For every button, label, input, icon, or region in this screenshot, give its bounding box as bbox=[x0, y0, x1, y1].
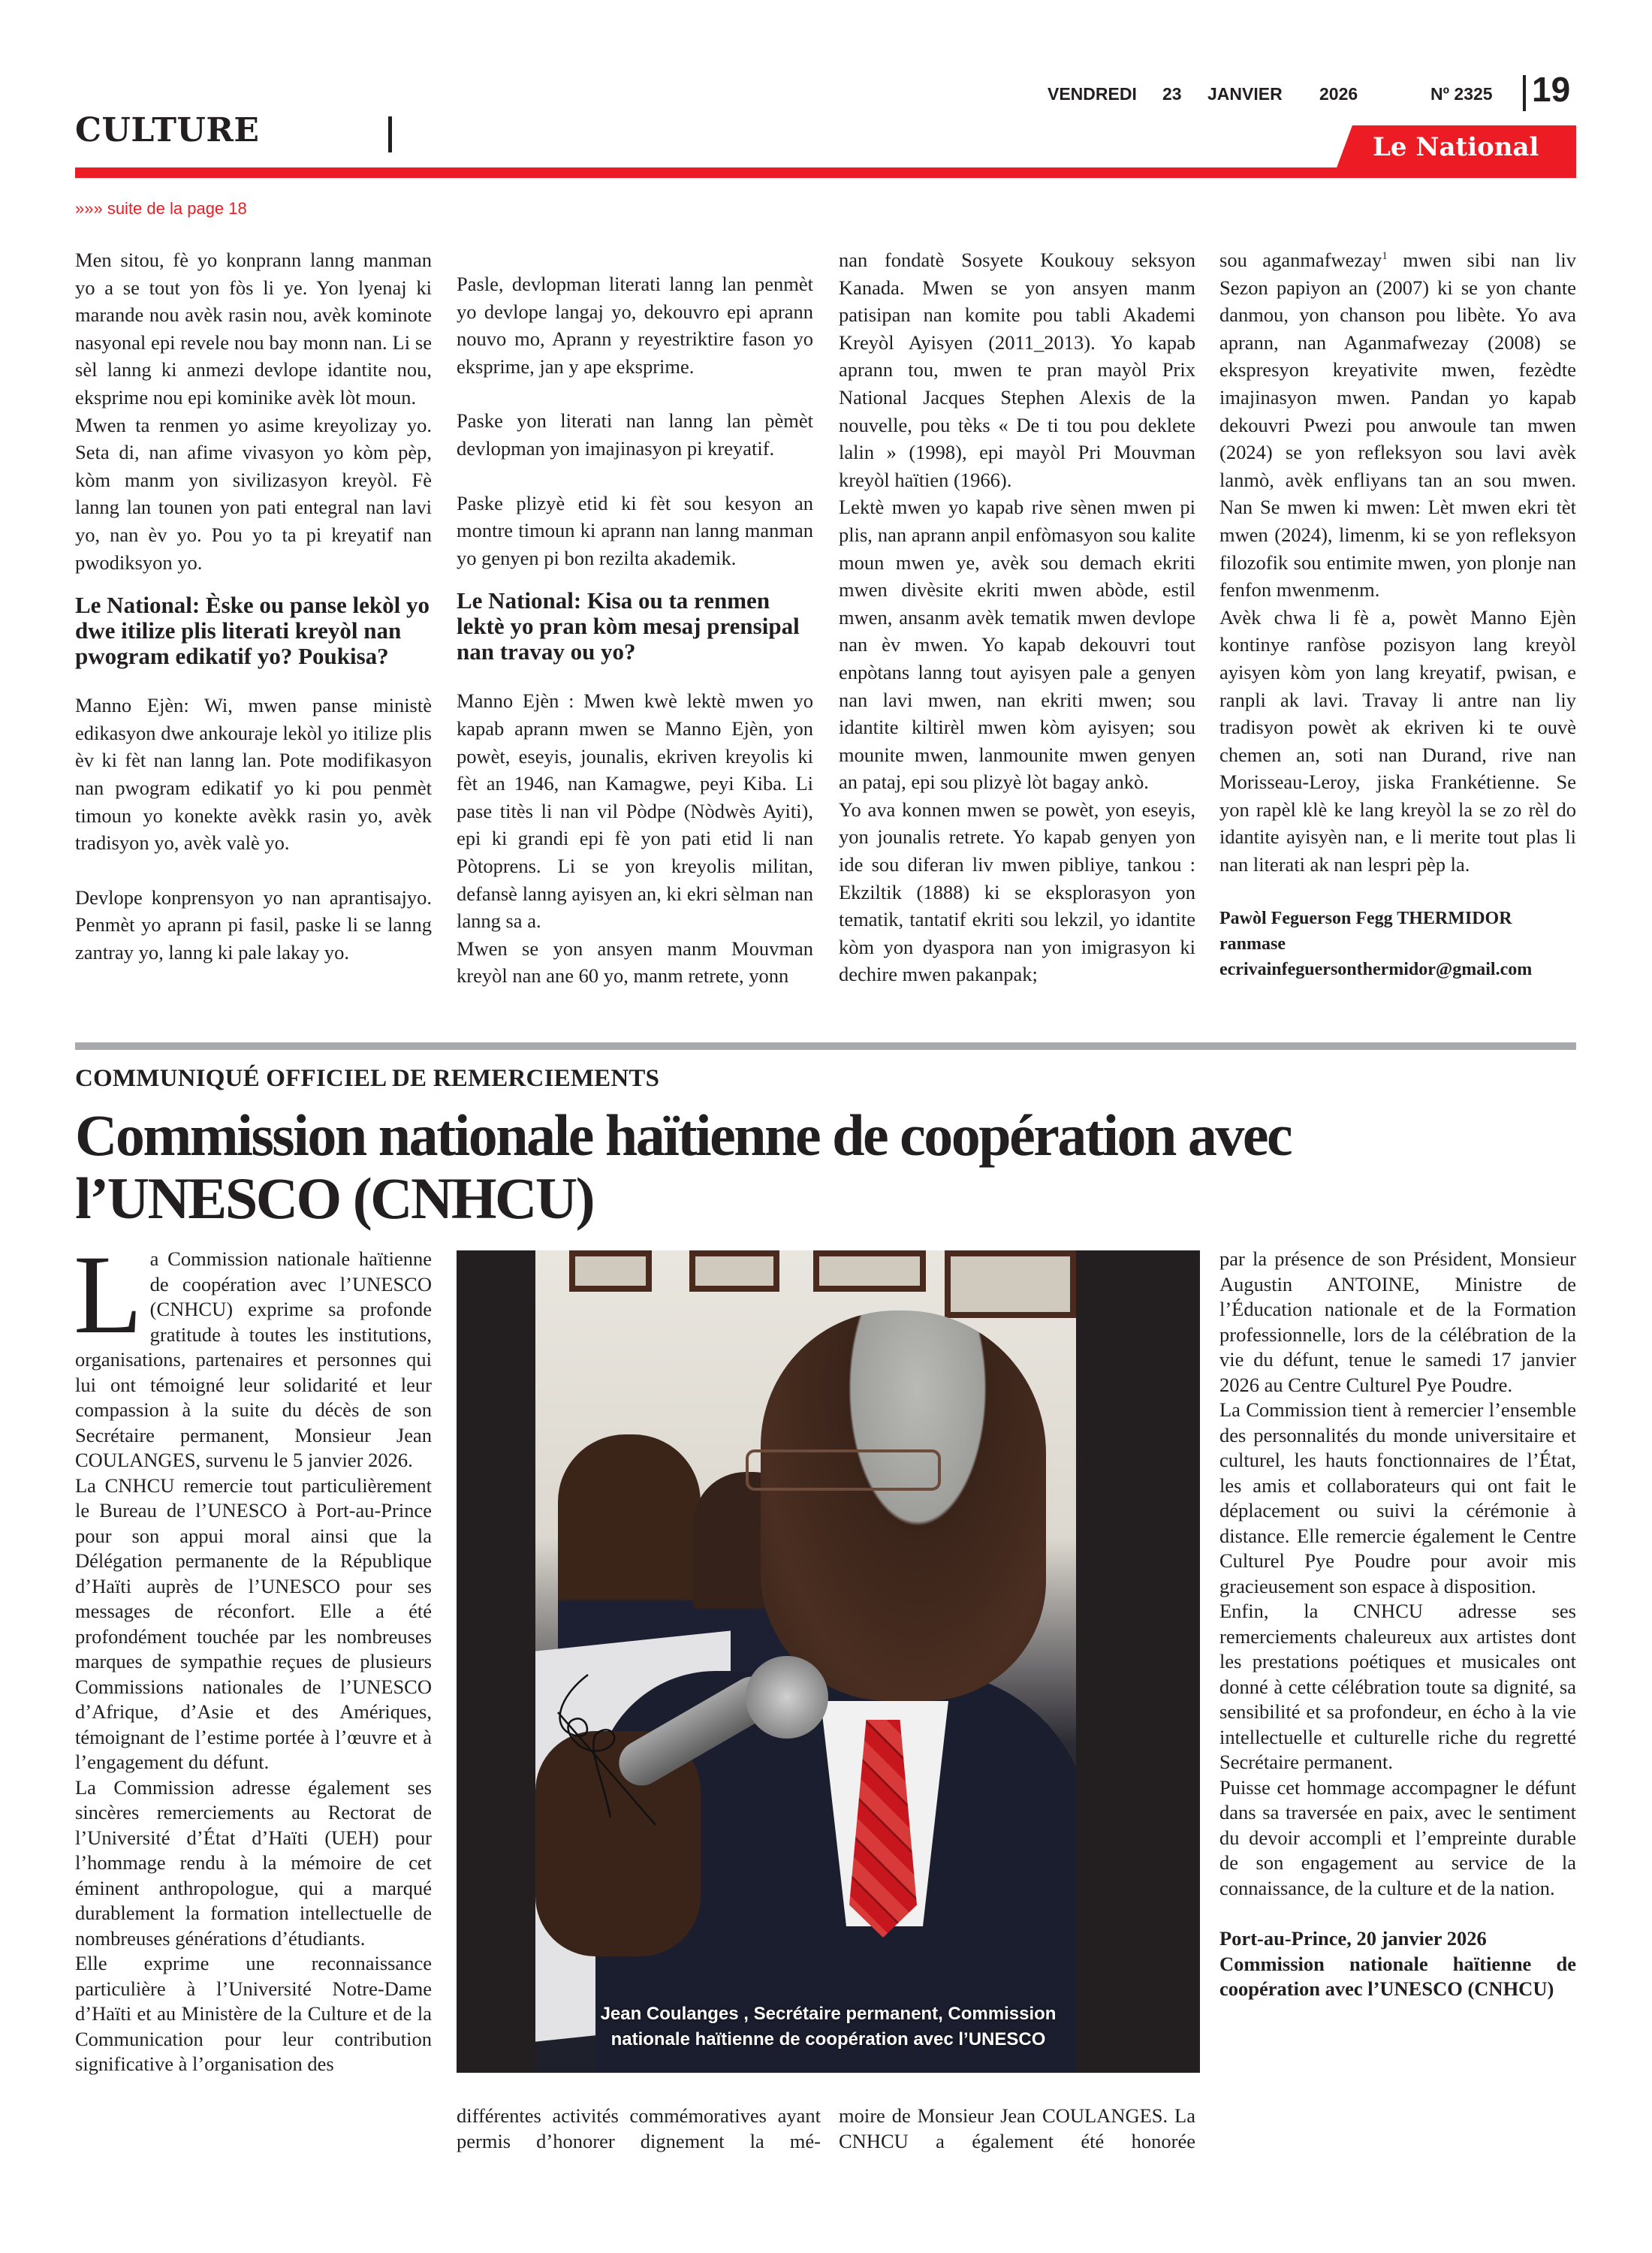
paragraph: Men sitou, fè yo konprann lanng manman yo a se tout yon fòs li ye. Yon lyenaj ki marande nou avèk rasin nou, avèk kominote nasyonal epi revele nou bay monn nan. Li se sèl lanng ki anmezi devlope idantite nou, eksprime nou epi kominike avèk lòt moun. bbox=[75, 249, 432, 409]
paragraph: Devlope konprensyon yo nan aprantisajyo. Penmèt yo aprann pi fasil, paske li se lanng zantray yo, lanng ki pale lakay yo. bbox=[75, 885, 432, 964]
paragraph: Puisse cet hommage accompagner le défunt dans sa traversée en paix, avec le sentiment du devoir accompli et l’empreinte durable de son engagement au service de la connaissance, de la culture et de la nation. bbox=[1219, 1775, 1576, 1899]
footnote-marker: 1 bbox=[1382, 250, 1388, 263]
paragraph: Paske plizyè etid ki fèt sou kesyon an montre timoun ki aprann nan lanng manman yo genyen pi bon rezilta akademik. bbox=[457, 491, 813, 569]
communique-continuation-2: moire de Monsieur Jean COULANGES. La CNHCU a également été honorée bbox=[839, 2104, 1195, 2152]
paragraph: Avèk chwa li fè a, powèt Manno Ejèn kontinye ranfòse pozisyon lang kreyòl ayisyen kòm yon lang kreyatif, pwisan, e ranpli ak lavi. Travay li antre nan liy tradisyon powèt ak ekriven ki te ouvè chemen an, soti nan Durand, rive nan Morisseau-Leroy, jiska Frankétienne. Se yon rapèl klè ke lang kreyòl la se zo rèl do idantite ayisyèn nan, e li merite tout plas li nan literati ak nan lespri pèp la. bbox=[1219, 605, 1576, 876]
communique-continuation-1: différentes activités commémoratives ayant permis d’honorer dignement la mé- bbox=[457, 2104, 821, 2152]
paragraph: Mwen se yon ansyen manm Mouvman kreyòl nan ane 60 yo, manm retrete, yonn bbox=[457, 936, 813, 988]
author-byline: Pawòl Feguerson Fegg THERMIDOR ranmase bbox=[1219, 908, 1512, 954]
article-kicker: COMMUNIQUÉ OFFICIEL DE REMERCIEMENTS bbox=[75, 1065, 660, 1092]
paragraph: Manno Ejèn: Wi, mwen panse ministè edikasyon dwe ankouraje lekòl yo itilize plis èv ki fèt nan lanng lan. Pote modifikasyon nan pwogram edikatif yo ki pou penmèt timoun yo konekte avèkk rasin yo, avèk tradisyon yo, avèk valè yo. bbox=[75, 694, 432, 855]
wall-frame bbox=[569, 1250, 652, 1292]
paragraph: La Commission tient à remercier l’ensemble des personnalités du monde universitaire et culturel, les hauts fonctionnaires de l’État, les amis et collaborateurs qui ont fait le déplacement ou suivi la cérémonie à distance. Elle remercie également le Centre Culturel Pye Poudre pour avoir mis gracieusement son espace à disposition. bbox=[1219, 1398, 1576, 1597]
signature-scribble bbox=[543, 1667, 678, 1832]
wall-frame bbox=[689, 1250, 779, 1292]
article1-column-3 bbox=[839, 246, 1195, 988]
paragraph: La CNHCU remercie tout particulièrement le Bureau de l’UNESCO à Port-au-Prince pour son appui moral ainsi que la Délégation permanente de la République d’Haïti auprès de l’UNESCO pour ses messages de réconfort. Elle a été profondément touchée par les nombreuses marques de sympathie reçues de plusieurs Commissions nationales de l’UNESCO d’Afrique, d’Asie et des Amériques, témoignant de l’estime portée à l’œuvre et à l’engagement du défunt. bbox=[75, 1473, 432, 1773]
caption-line: nationale haïtienne de coopération avec l’UNESCO bbox=[610, 2029, 1046, 2049]
paragraph: Lektè mwen yo kapab rive sènen mwen pi plis, nan aprann anpil enfòmasyon sou kalite moun mwen ye, avèk sou demach ekriti mwen divèsite ekriti mwen abòde, estil mwen, ansanm avèk tematik mwen devlope nan èv mwen. Yo kapab dekouvri tout enpòtans lanng tout ayisyen pale a genyen nan lavi mwen, nan ekriti mwen; sou idantite kiltirèl mwen kòm ayisyen; sou mounite mwen, lanmounite mwen genyen an pataj, epi sou plizyè lòt bagay ankò. bbox=[839, 496, 1195, 794]
section-divider bbox=[388, 116, 392, 152]
portrait-photo bbox=[457, 1250, 1200, 2073]
paragraph: Pasle, devlopman literati lanng lan penmèt yo devlope langaj yo, dekouvro epi aprann nouvo mo, Aprann y reyestriktire fason yo eksprime, jan y ape eksprime. bbox=[457, 273, 813, 378]
photo-caption bbox=[457, 2001, 1200, 2052]
header-red-rule bbox=[75, 167, 1352, 178]
section-title: CULTURE bbox=[75, 111, 260, 149]
paragraph: Mwen ta renmen yo asime kreyolizay yo. Seta di, nan afime vivasyon yo kòm pèp, kòm manm yon sivilizasyon kreyòl. Fè lanng lan tounen yon pati entegral nan lavi yo, nan èv yo. Pou yo ta pi kreyatif nan pwodiksyon yo. bbox=[75, 413, 432, 574]
paragraph: Paske yon literati nan lanng lan pèmèt devlopman yon imajinasyon pi kreyatif. bbox=[457, 409, 813, 460]
continued-from-link[interactable]: »»» suite de la page 18 bbox=[75, 199, 247, 218]
communique-column-4 bbox=[1219, 1247, 1576, 2002]
date-day-number: 23 bbox=[1162, 84, 1182, 104]
author-email[interactable]: ecrivainfeguersonthermidor@gmail.com bbox=[1219, 959, 1533, 979]
communique-column-1 bbox=[74, 1232, 432, 2077]
issue-number: Nº 2325 bbox=[1430, 84, 1493, 104]
paragraph bbox=[74, 1232, 432, 1473]
paragraph: Manno Ejèn : Mwen kwè lektè mwen yo kapab aprann mwen se Manno Ejèn, yon powèt, eseyis, jounalis, ekriven kreyolis ki fèt an 1946, nan Kamagwe, peyi Kiba. Li pase titès li nan vil Pòdpe (Nòdwès Ayiti), epi ki grandi epi fè yon pati etid li nan Pòtoprens. Li se yon kreyolis militan, defansè lanng ayisyen an, ki ekri sèlman nan lanng sa a. bbox=[457, 689, 813, 933]
article-headline: Commission nationale haïtienne de coopération avec l’UNESCO (CNHCU) bbox=[75, 1102, 1292, 1231]
eyeglasses bbox=[746, 1449, 941, 1491]
paragraph: La Commission adresse également ses sincères remerciements au Rectorat de l’Université d’État d’Haïti (UEH) pour l’hommage rendu à la mémoire de cet éminent anthropologue, qui a marqué durablement la formation intellectuelle de nombreuses générations d’étudiants. bbox=[75, 1775, 432, 1950]
paragraph: par la présence de son Président, Monsieur Augustin ANTOINE, Ministre de l’Éducation nationale et de la Formation professionnelle, lors de la célébration de la vie du défunt, tenue le samedi 17 janvier 2026 au Centre Culturel Pye Poudre. bbox=[1219, 1247, 1576, 1396]
photo-scene bbox=[535, 1250, 1076, 2073]
wall-frame bbox=[813, 1250, 926, 1292]
paragraph: nan fondatè Sosyete Koukouy seksyon Kanada. Mwen se yon ansyen manm patisipan nan komite pou tabli Akademi Kreyòl Ayisyen (2011_2013). Yo kapab aprann tou, mwen te pran mayòl Prix National Jacques Stephen Alexis de la nouvelle, pou tèks « De ti tou pou deklete lalin » (1998), epi mayòl Pri Mouvman kreyòl haïtien (1966). bbox=[839, 249, 1195, 491]
date-weekday: VENDREDI bbox=[1048, 84, 1137, 104]
caption-line: Jean Coulanges , Secrétaire permanent, Commission bbox=[600, 2004, 1057, 2024]
wall-frame bbox=[945, 1250, 1076, 1318]
place-and-date: Port-au-Prince, 20 janvier 2026 bbox=[1219, 1927, 1487, 1950]
speaker-head bbox=[761, 1310, 1046, 1701]
paragraph: Yo ava konnen mwen se powèt, yon eseyis, yon jounalis retrete. Yo kapab genyen yon ide sou diferan liv mwen pibliye, tankou : Ekziltik (1888) ki se eksplorasyon yon tematik, tantatif ekriti sou lekzil, yo idantite kòm yon dyaspora nan yon imigrasyon ki dechire mwen pakanpak; bbox=[839, 798, 1195, 986]
article1-column-4 bbox=[1219, 246, 1576, 982]
interview-question: Le National: Kisa ou ta renmen lektè yo pran kòm mesaj prensipal nan travay ou yo? bbox=[457, 587, 800, 665]
article1-column-1 bbox=[75, 246, 432, 966]
page-number: 19 bbox=[1532, 70, 1571, 109]
drop-cap: L bbox=[74, 1232, 143, 1357]
paragraph-text: a Commission nationale haïtienne de coopération avec l’UNESCO (CNHCU) exprime sa profonde gratitude à toutes les institutions, organisations, partenaires et personnes qui lui ont témoigné leur solidarité et leur compassion à la suite du décès de son Secrétaire permanent, Monsieur Jean COULANGES, survenu le 5 janvier 2026. bbox=[75, 1247, 432, 1471]
paragraph: Enfin, la CNHCU adresse ses remerciements chaleureux aux artistes dont les prestations poétiques et musicales ont donné à cette célébration toute sa dignité, sa sensibilité et sa profondeur, en écho à la vie intellectuelle et culturelle riche du regretté Secrétaire permanent. bbox=[1219, 1600, 1576, 1773]
date-year: 2026 bbox=[1319, 84, 1358, 104]
page-number-divider bbox=[1523, 75, 1526, 111]
date-month: JANVIER bbox=[1207, 84, 1283, 104]
microphone-head bbox=[746, 1656, 828, 1739]
interview-question: Le National: Èske ou panse lekòl yo dwe itilize plis literati kreyòl nan pwogram edikatif yo? Poukisa? bbox=[75, 592, 430, 670]
article1-column-2 bbox=[457, 270, 813, 990]
newspaper-logo: Le National bbox=[1373, 132, 1539, 162]
paragraph-rest: mwen sibi nan liv Sezon papiyon an (2007) ki se yon chante danmou, yon chanson pou libète. Yo ava aprann, nan Aganmafwezay (2008) se ekspresyon kreyativite mwen, fezèdte imajinasyon mwen. Pandan yo kapab dekouvri Pwezi pou anwoule tan mwen (2024) se yon refleksyon sou lavi avèk lanmò, avèk enfliyans tan an sou mwen. Nan Se mwen ki mwen: Lèt mwen ekri tèt mwen (2024), limenm, ki se yon refleksyon filozofik sou entimite mwen, yon plonje nan fenfon mwenmenm. bbox=[1219, 249, 1576, 602]
signatory: Commission nationale haïtienne de coopération avec l’UNESCO (CNHCU) bbox=[1219, 1952, 1576, 2000]
paragraph bbox=[1219, 246, 1576, 604]
paragraph-start: sou aganmafwezay bbox=[1219, 249, 1382, 271]
section-separator bbox=[75, 1042, 1576, 1050]
paragraph: Elle exprime une reconnaissance particulière à l’Université Notre-Dame d’Haïti et au Ministère de la Culture et de la Communication pour leur contribution significative à l’organisation des bbox=[75, 1952, 432, 2075]
